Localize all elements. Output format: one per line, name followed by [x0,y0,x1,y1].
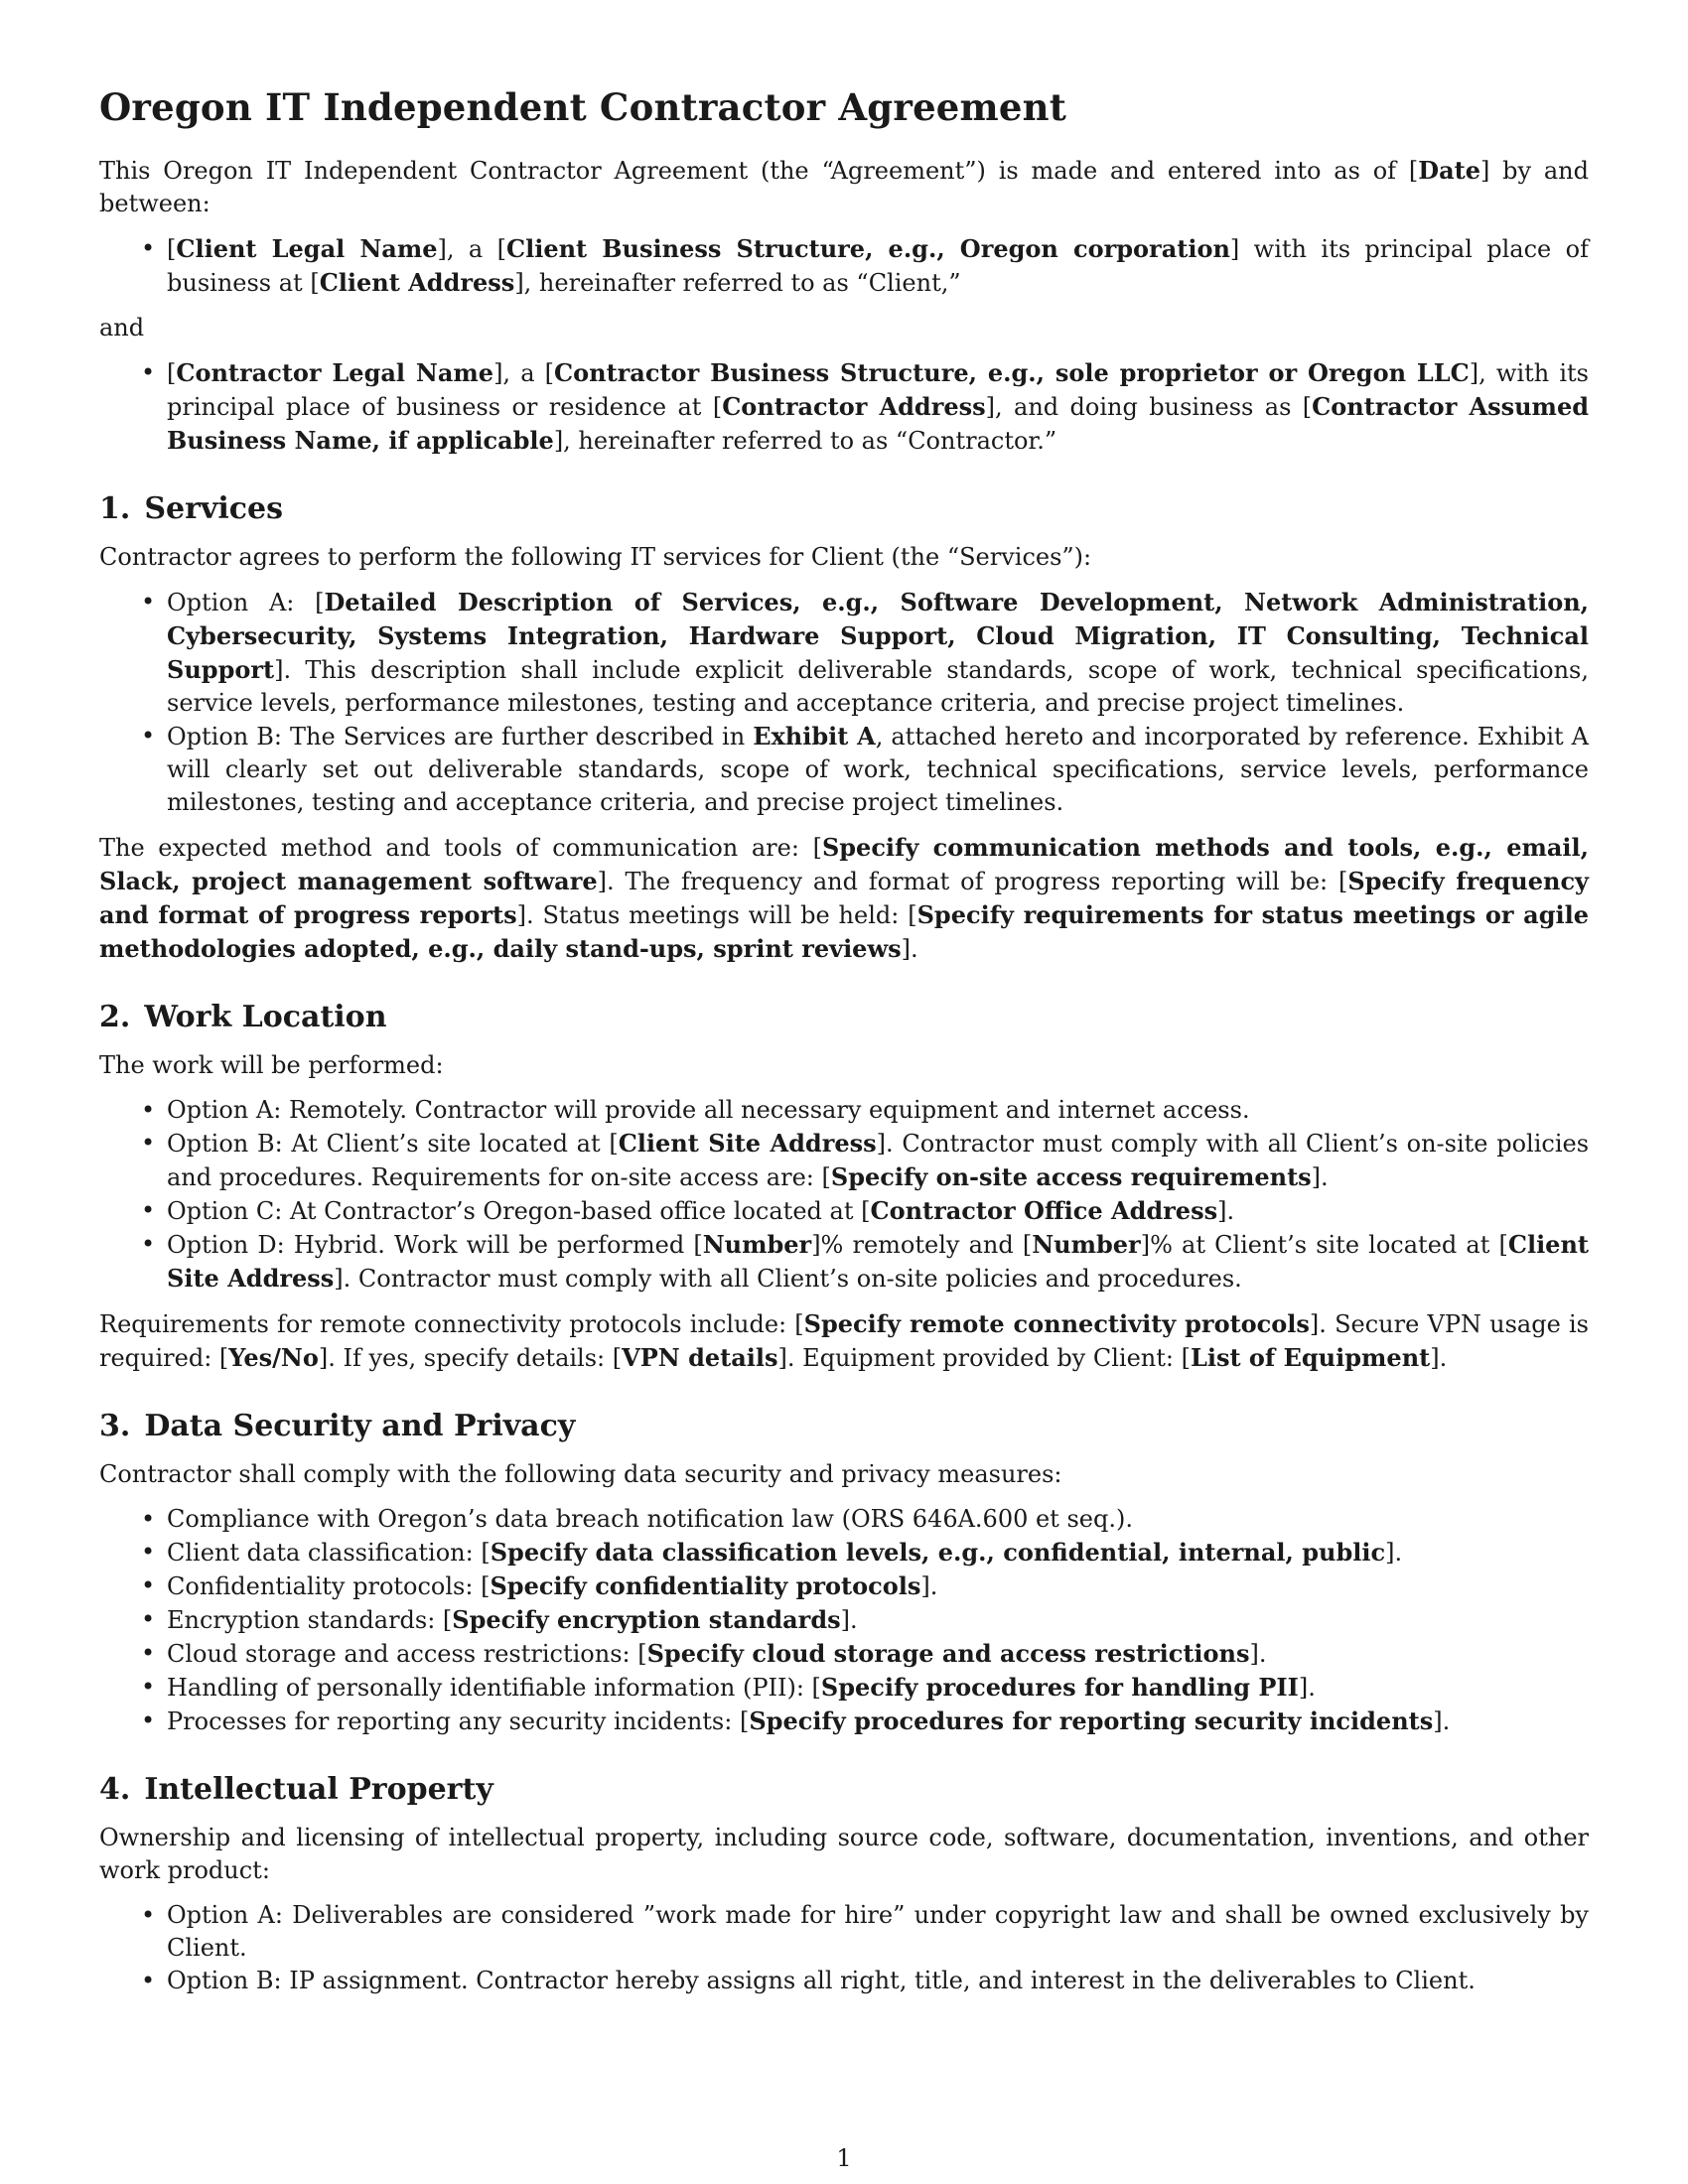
section-1-options [99,586,1589,819]
location-option-a: • Option A: Remotely. Contractor will provide all necessary equipment and internet access. [167,1094,1589,1127]
page-number: 1 [836,2144,852,2172]
security-item: • Client data classification: [Specify data classification levels, e.g., confidential, internal, public]. [167,1536,1589,1570]
communication-paragraph: The expected method and tools of communication are: [Specify communication methods and tools, e.g., email, Slack, project management software]. The frequency and format of progress reporting will be: [Specify frequency and format of progress reports]. Status meetings will be held: [Specify requirements for status meetings or agile methodologies adopted, e.g., daily stand-ups, sprint reviews]. [99,833,1590,964]
security-item: • Encryption standards: [Specify encryption standards]. [167,1603,1589,1637]
section-4-options [99,1899,1589,1997]
contractor-party-list [99,356,1589,458]
section-3-intro: Contractor shall comply with the following data security and privacy measures: [99,1460,1062,1489]
client-party-list [99,232,1589,300]
security-item: • Handling of personally identifiable information (PII): [Specify procedures for handling PII]. [167,1671,1589,1705]
security-item: • Confidentiality protocols: [Specify confidentiality protocols]. [167,1570,1589,1603]
contractor-party-item: • [Contractor Legal Name], a [Contractor Business Structure, e.g., sole proprietor or Oregon LLC], with its principal place of business or residence at [Contractor Address], and doing business as [Contractor Assumed Business Name, if applicable], hereinafter referred to as “Contractor.” [167,356,1589,458]
section-1-intro: Contractor agrees to perform the following IT services for Client (the “Services”): [99,543,1092,572]
services-option-a: • Option A: [Detailed Description of Services, e.g., Software Development, Network Administration, Cybersecurity, Systems Integration, Hardware Support, Cloud Migration, IT Consulting, Technical Support]. This description shall include explicit deliverable standards, scope of work, technical specifications, service levels, performance milestones, testing and acceptance criteria, and precise project timelines. [167,586,1589,720]
location-option-c: • Option C: At Contractor’s Oregon-based office located at [Contractor Office Address]. [167,1194,1589,1228]
location-option-b: • Option B: At Client’s site located at [Client Site Address]. Contractor must comply with all Client’s on-site policies and procedures. Requirements for on-site access are: [Specify on-site access requirements]. [167,1127,1589,1194]
and-text: and [99,314,145,342]
section-1-heading: 1. Services [99,491,283,527]
section-4-intro: Ownership and licensing of intellectual property, including source code, software, documentation, inventions, and other work product: [99,1824,1589,1885]
client-party-item: • [Client Legal Name], a [Client Business Structure, e.g., Oregon corporation] with its principal place of business at [Client Address], hereinafter referred to as “Client,” [167,232,1589,300]
section-2-heading: 2. Work Location [99,1000,387,1035]
section-2-intro: The work will be performed: [99,1051,444,1080]
intro-paragraph: This Oregon IT Independent Contractor Agreement (the “Agreement”) is made and entered into as of [Date] by and between: [99,156,1590,218]
location-option-d: • Option D: Hybrid. Work will be performed [Number]% remotely and [Number]% at Client’s site located at [Client Site Address]. Contractor must comply with all Client’s on-site policies and procedures. [167,1228,1589,1296]
section-2-options [99,1094,1589,1296]
security-item: • Cloud storage and access restrictions: [Specify cloud storage and access restrictions]. [167,1637,1589,1671]
services-option-b: • Option B: The Services are further described in Exhibit A, attached hereto and incorporated by reference. Exhibit A will clearly set out deliverable standards, scope of work, technical specifications, service levels, performance milestones, testing and acceptance criteria, and precise project timelines. [167,720,1589,819]
document-page [99,85,1589,2009]
ip-option-a: • Option A: Deliverables are considered ”work made for hire” under copyright law and shall be owned exclusively by Client. [167,1899,1589,1965]
security-item: • Processes for reporting any security incidents: [Specify procedures for reporting security incidents]. [167,1705,1589,1738]
section-4-heading: 4. Intellectual Property [99,1772,493,1808]
section-3-heading: 3. Data Security and Privacy [99,1409,576,1444]
security-item: • Compliance with Oregon’s data breach notification law (ORS 646A.600 et seq.). [167,1503,1589,1536]
document-title: Oregon IT Independent Contractor Agreement [99,85,1067,129]
ip-option-b: • Option B: IP assignment. Contractor hereby assigns all right, title, and interest in the deliverables to Client. [167,1965,1589,1997]
remote-connectivity-paragraph: Requirements for remote connectivity protocols include: [Specify remote connectivity protocols]. Secure VPN usage is required: [Yes/No]. If yes, specify details: [VPN details]. Equipment provided by Client: [List of Equipment]. [99,1309,1589,1373]
section-3-items [99,1503,1589,1738]
